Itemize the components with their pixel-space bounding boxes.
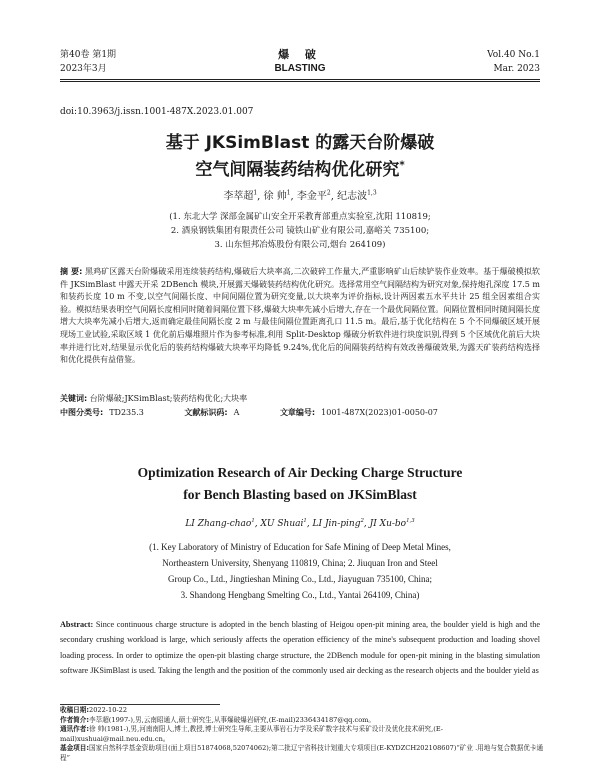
author-cn-1: 李萃超 <box>223 191 254 202</box>
author-cn-2: 徐 帅 <box>263 191 287 202</box>
author-en-2: XU Shuai <box>260 519 304 529</box>
author-en-1: LI Zhang-chao <box>185 519 252 529</box>
received-date: 2022-10-22 <box>89 706 128 714</box>
funding-label: 基金项目: <box>60 744 90 753</box>
affiliation-en-2: Northeastern University, Shenyang 110819, China; 2. Jiuquan Iron and Steel <box>162 558 438 568</box>
author-cn-1-aff: 1 <box>253 189 258 197</box>
abstract-cn-label: 摘 要: <box>60 267 83 276</box>
affiliation-cn-3: 3. 山东恒邦冶炼股份有限公司,烟台 264109) <box>214 240 386 250</box>
keywords-cn-label: 关键词: <box>60 394 88 403</box>
volume-issue-en: Vol.40 No.1 <box>487 50 540 60</box>
author-en-3-aff: 2 <box>360 518 364 524</box>
funding-text: 国家自然科学基金资助项目(面上项目51874068,52074062);第二批辽宁省科技计划重大专项项目(E-KYDZCH202108607)“矿业 .用地与复合数据优卡通程” <box>60 744 544 762</box>
author-en-4: JI Xu-bo <box>369 519 407 529</box>
author-en-3: LI Jin-ping <box>312 519 361 529</box>
date-en: Mar. 2023 <box>493 64 540 74</box>
abstract-cn-text: 黑鸡矿区露天台阶爆破采用连续装药结构,爆破后大块率高,二次破碎工作量大,严重影响矿山后续铲装作业效率。基于爆破模拟软件 JKSimBlast 中露天开采 2DBench 模块,开展露天爆破装药结构优化研究。选择常用空气间隔结构为研究对象,保持炮孔深度 17.5 m 和装药长度 10 m 不变,以空气间隔长度、中间间隔位置为研究变量,以大块率为评价指标,设计两因素五水平共计 25 组全因素组合实验。模拟结果表明空气间隔长度相同时随着间隔位置下移,爆破大块率先减小后增大,存在一个最优间隔位置。间隔位置相同时随间隔长度增大大块率先减小后增大,返而确定最佳间隔长度 2 m 与最佳间隔位置距离孔口 11.5 m。最后,基于优化结构在 5 个不同爆破区域开展现场工业试验,采取区域 1 优化前后爆堆照片作为参考标准,利用 Split-Desktop 爆破分析软件进行块度识别,得到 5 个区域优化前后大块率并进行比对,结果显示优化后的装药结构爆破大块率平均降低 9.24%,优化后的间隔装药结构有效改善爆破效果,为露天矿装药结构选择和优化提供有益借鉴。 <box>60 267 540 365</box>
authors-en: LI Zhang-chao$^1$, XU Shuai$^1$, LI Jin-ping$^2$, JI Xu-bo$^{1,3}$ <box>185 518 415 529</box>
abstract-en-label: Abstract: <box>60 620 94 629</box>
author-en-1-aff: 1 <box>251 518 255 524</box>
footnote-received <box>60 706 545 716</box>
author-cn-4-aff: 1,3 <box>367 189 377 197</box>
footnote-divider <box>60 704 220 705</box>
header-right <box>487 48 540 76</box>
title-en-line1: Optimization Research of Air Decking Charge Structure <box>137 465 463 480</box>
received-label: 收稿日期: <box>60 706 90 714</box>
journal-name-cn: 爆 破 <box>278 48 322 61</box>
affiliation-en-3: Group Co., Ltd., Jingtieshan Mining Co., Ltd., Jiayuguan 735100, China; <box>168 574 432 584</box>
header-divider <box>60 79 540 80</box>
footnote-corresponding <box>60 725 545 744</box>
title-cn-line2 <box>0 158 600 182</box>
author-cn-4: 纪志波 <box>337 191 368 202</box>
author-en-2-aff: 1 <box>303 518 307 524</box>
title-cn-line2-text: 空气间隔装药结构优化研究 <box>195 160 400 180</box>
journal-name-en: BLASTING <box>274 63 326 74</box>
corresponding-bio: 徐 帅(1981-),男,河南南阳人,博士,教授,博士研究生导师,主要从事岩石力学及采矿数字技术与采矿设计及优化技术研究,(E-mail)xushuai@mail.neu.edu.cn。 <box>60 725 443 743</box>
footnote-author <box>60 716 545 726</box>
date-cn: 2023年3月 <box>60 64 107 74</box>
affiliation-en-1: (1. Key Laboratory of Ministry of Education for Safe Mining of Deep Metal Mines, <box>149 542 451 552</box>
affiliation-en-4: 3. Shandong Hengbang Smelting Co., Ltd., Yantai 264109, China) <box>180 590 420 600</box>
affiliation-cn-1: (1. 东北大学 深部金属矿山安全开采教育部重点实验室,沈阳 110819; <box>169 212 431 222</box>
author-cn-3-aff: 2 <box>326 189 331 197</box>
doc-code-label: 文献标识码: <box>184 408 228 417</box>
clc-value: TD235.3 <box>109 408 144 417</box>
volume-issue-cn: 第40卷 第1期 <box>60 50 117 60</box>
title-cn-line1: 基于 JKSimBlast 的露天台阶爆破 <box>165 133 435 153</box>
keywords-cn-text: 台阶爆破;JKSimBlast;装药结构优化;大块率 <box>89 394 248 403</box>
abstract-en <box>60 617 540 678</box>
title-en-line2: for Bench Blasting based on JKSimBlast <box>183 487 417 502</box>
classification-row <box>60 407 444 418</box>
title-footnote-mark: * <box>399 160 405 172</box>
abstract-cn <box>60 266 540 367</box>
affiliation-cn-2: 2. 酒泉钢铁集团有限责任公司 镜铁山矿业有限公司,嘉峪关 735100; <box>170 226 430 236</box>
footnote-funding <box>60 744 545 763</box>
author-en-4-aff: 1,3 <box>406 518 415 524</box>
footnotes <box>60 706 545 764</box>
article-number-label: 文章编号: <box>279 408 316 417</box>
authors-cn: 李萃超$^1$, 徐 帅$^1$, 李金平$^2$, 纪志波$^{1,3}$ <box>223 189 377 202</box>
author-cn-3: 李金平 <box>296 191 327 202</box>
author-bio: 李萃超(1997-),男,云南昭通人,硕士研究生,从事爆破爆岩研究,(E-mail)2336434187@qq.com。 <box>89 715 376 724</box>
abstract-en-text: Since continuous charge structure is adopted in the bench blasting of Heigou open-pit mining area, the boulder yield is high and the secondary crushing workload is large, which seriously affects the operation efficiency of the mine's subsequent production and loading shovel loading process. In order to optimize the open-pit blasting charge structure, the 2DBench module for open-pit mining in the blasting simulation software JKSimBlast is used. Taking the length and the position of the commonly used air decking as the research objects and the boulder yield as <box>60 620 541 675</box>
keywords-cn <box>60 393 540 404</box>
author-cn-2-aff: 1 <box>286 189 291 197</box>
author-bio-label: 作者简介: <box>60 715 90 724</box>
doc-code-value: A <box>233 408 240 417</box>
header-divider-second <box>60 81 540 82</box>
corresponding-label: 通讯作者: <box>60 725 90 734</box>
clc-label: 中图分类号: <box>60 408 104 417</box>
doi[interactable]: doi:10.3963/j.issn.1001-487X.2023.01.007 <box>60 107 254 117</box>
article-number-value: 1001-487X(2023)01-0050-07 <box>321 408 438 417</box>
